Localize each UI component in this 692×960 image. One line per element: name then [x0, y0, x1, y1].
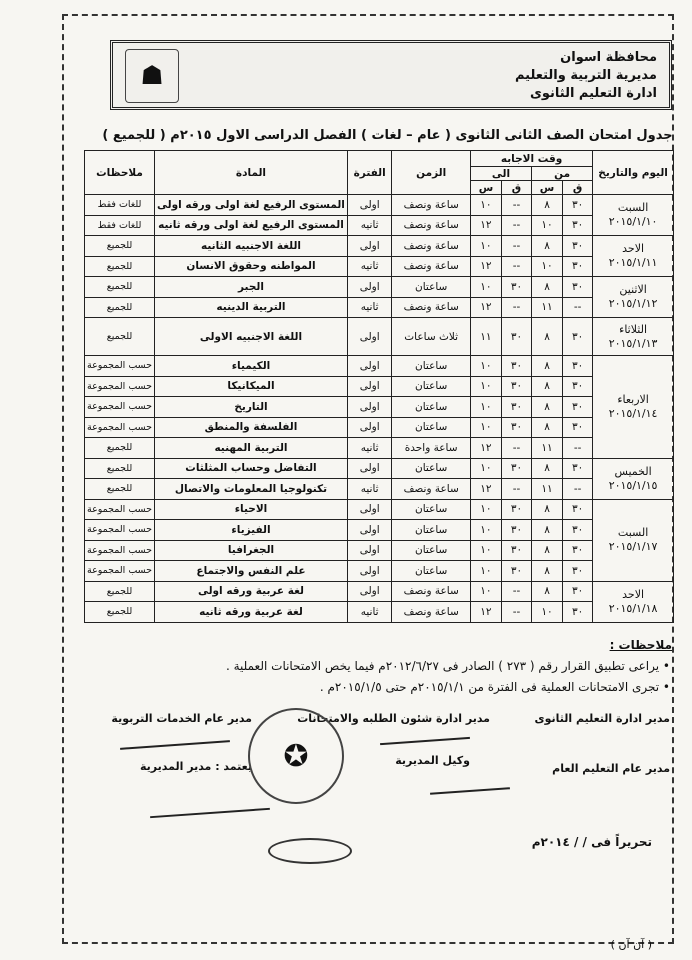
- col-duration: الزمن: [392, 151, 471, 195]
- from-q-cell: ٣٠: [563, 540, 593, 561]
- table-row: [85, 561, 674, 582]
- day-date: ٢٠١٥/١/١١: [608, 256, 658, 269]
- to-q-cell: ٣٠: [501, 277, 531, 298]
- from-s-cell: ٨: [532, 195, 563, 216]
- signature-general-education-gm: مدير عام التعليم العام: [552, 762, 670, 775]
- duration-cell: ساعتان: [392, 561, 471, 582]
- subject-cell: التفاضل وحساب المثلثات: [155, 458, 348, 479]
- note-cell: للجميع: [85, 318, 155, 356]
- period-cell: اولى: [347, 318, 391, 356]
- note-cell: للجميع: [85, 297, 155, 318]
- to-q-cell: --: [501, 581, 531, 602]
- duration-cell: ساعة ونصف: [392, 256, 471, 277]
- signature-approval: يعتمد : مدير المديرية: [140, 760, 252, 773]
- to-q-cell: --: [501, 297, 531, 318]
- table-row: [85, 397, 674, 418]
- note-cell: للجميع: [85, 256, 155, 277]
- duration-cell: ساعتان: [392, 540, 471, 561]
- note-cell: للجميع: [85, 581, 155, 602]
- subject-cell: التاريخ: [155, 397, 348, 418]
- to-s-cell: ١٠: [470, 417, 501, 438]
- oval-stamp-icon: [268, 838, 352, 864]
- period-cell: اولى: [347, 540, 391, 561]
- note-cell: حسب المجموعة: [85, 561, 155, 582]
- note-cell: للجميع: [85, 277, 155, 298]
- subject-cell: علم النفس والاجتماع: [155, 561, 348, 582]
- table-row: [85, 581, 674, 602]
- day-date: ٢٠١٥/١/١٢: [608, 297, 658, 310]
- from-s-cell: ٨: [532, 540, 563, 561]
- subject-cell: المستوى الرفيع لغة اولى ورقه ثانيه: [155, 215, 348, 236]
- page-marker: ( آن آن ): [610, 938, 652, 951]
- day-name: السبت: [617, 201, 649, 214]
- to-s-cell: ١٠: [470, 458, 501, 479]
- to-s-cell: ١٠: [470, 540, 501, 561]
- subject-cell: اللغة الاجنبيه الاولى: [155, 318, 348, 356]
- period-cell: اولى: [347, 236, 391, 257]
- from-s-cell: ٨: [532, 520, 563, 541]
- to-s-cell: ١٠: [470, 561, 501, 582]
- to-s-cell: ١٠: [470, 277, 501, 298]
- from-s-cell: ١٠: [532, 602, 563, 623]
- subject-cell: تكنولوجيا المعلومات والاتصال: [155, 479, 348, 500]
- col-to-q: ق: [501, 181, 531, 195]
- period-cell: اولى: [347, 458, 391, 479]
- note-cell: حسب المجموعة: [85, 520, 155, 541]
- to-q-cell: ٣٠: [501, 417, 531, 438]
- from-s-cell: ٨: [532, 458, 563, 479]
- signature-services-gm: مدير عام الخدمات التربوية: [111, 712, 252, 725]
- day-name: الثلاثاء: [619, 322, 648, 336]
- letterhead: [110, 40, 672, 110]
- note-item: • تجرى الامتحانات العملية فى الفترة من ٢٠١٥/١/١م حتى ٢٠١٥/١/٥م .: [319, 680, 670, 694]
- day-date: ٢٠١٥/١/١٨: [608, 601, 658, 615]
- col-period: الفترة: [347, 151, 391, 195]
- day-date: ٢٠١٥/١/١٧: [608, 540, 658, 553]
- note-cell: للجميع: [85, 602, 155, 623]
- day-name: الاحد: [622, 587, 645, 601]
- to-q-cell: ٣٠: [501, 376, 531, 397]
- period-cell: ثانيه: [347, 602, 391, 623]
- to-q-cell: ٣٠: [501, 561, 531, 582]
- from-q-cell: ٣٠: [563, 520, 593, 541]
- subject-cell: لغة عربية ورقه ثانيه: [155, 602, 348, 623]
- duration-cell: ساعتان: [392, 277, 471, 298]
- day-name: الاثنين: [619, 283, 647, 296]
- to-s-cell: ١٠: [470, 195, 501, 216]
- period-cell: ثانيه: [347, 297, 391, 318]
- table-row: [85, 499, 674, 520]
- note-cell: حسب المجموعة: [85, 417, 155, 438]
- period-cell: اولى: [347, 581, 391, 602]
- table-row: [85, 438, 674, 459]
- table-row: [85, 215, 674, 236]
- day-name: السبت: [617, 526, 649, 539]
- document-title: جدول امتحان الصف الثانى الثانوى ( عام – لغات ) الفصل الدراسى الاول ٢٠١٥م ( للجميع ): [102, 128, 673, 143]
- to-q-cell: ٣٠: [501, 540, 531, 561]
- note-cell: للجميع: [85, 236, 155, 257]
- period-cell: اولى: [347, 376, 391, 397]
- from-s-cell: ٨: [532, 356, 563, 377]
- notes-list: [70, 656, 670, 698]
- duration-cell: ساعة ونصف: [392, 195, 471, 216]
- from-q-cell: ٣٠: [563, 581, 593, 602]
- from-q-cell: ٣٠: [563, 256, 593, 277]
- governorate: محافظة اسوان: [560, 50, 657, 65]
- to-q-cell: --: [501, 236, 531, 257]
- to-q-cell: ٣٠: [501, 499, 531, 520]
- note-cell: للغات فقط: [85, 195, 155, 216]
- from-s-cell: ١١: [532, 479, 563, 500]
- duration-cell: ساعتان: [392, 499, 471, 520]
- from-s-cell: ٨: [532, 236, 563, 257]
- written-date: تحريراً فى / / ٢٠١٤م: [531, 835, 652, 849]
- from-s-cell: ٨: [532, 318, 563, 356]
- from-q-cell: ٣٠: [563, 417, 593, 438]
- day-cell: [593, 356, 674, 459]
- to-s-cell: ١٠: [470, 499, 501, 520]
- table-row: [85, 277, 674, 298]
- from-q-cell: --: [563, 438, 593, 459]
- from-q-cell: ٣٠: [563, 277, 593, 298]
- to-s-cell: ١٢: [470, 215, 501, 236]
- to-q-cell: ٣٠: [501, 397, 531, 418]
- note-cell: للجميع: [85, 479, 155, 500]
- table-row: [85, 318, 674, 356]
- table-row: [85, 540, 674, 561]
- subject-cell: الكيمياء: [155, 356, 348, 377]
- day-cell: [593, 499, 674, 581]
- directorate: مديرية التربية والتعليم: [514, 68, 657, 83]
- from-q-cell: ٣٠: [563, 215, 593, 236]
- note-cell: حسب المجموعة: [85, 540, 155, 561]
- period-cell: اولى: [347, 277, 391, 298]
- subject-cell: الفيزياء: [155, 520, 348, 541]
- administration: ادارة التعليم الثانوى: [529, 86, 657, 101]
- from-q-cell: ٣٠: [563, 356, 593, 377]
- from-s-cell: ٨: [532, 397, 563, 418]
- day-cell: [593, 195, 674, 236]
- day-cell: [593, 581, 674, 622]
- note-cell: حسب المجموعة: [85, 356, 155, 377]
- from-s-cell: ٨: [532, 581, 563, 602]
- col-to-s: س: [470, 181, 501, 195]
- period-cell: اولى: [347, 561, 391, 582]
- from-q-cell: ٣٠: [563, 397, 593, 418]
- from-s-cell: ٨: [532, 499, 563, 520]
- to-s-cell: ١٢: [470, 256, 501, 277]
- to-s-cell: ١٠: [470, 376, 501, 397]
- from-q-cell: ٣٠: [563, 376, 593, 397]
- to-s-cell: ١٠: [470, 520, 501, 541]
- duration-cell: ساعتان: [392, 417, 471, 438]
- from-q-cell: ٣٠: [563, 561, 593, 582]
- duration-cell: ساعتان: [392, 356, 471, 377]
- col-from-q: ق: [563, 181, 593, 195]
- to-q-cell: --: [501, 195, 531, 216]
- day-cell: [593, 458, 674, 499]
- note-item: • يراعى تطبيق القرار رقم ( ٢٧٣ ) الصادر فى ٢٠١٢/٦/٢٧م فيما يخص الامتحانات العملية .: [225, 659, 670, 673]
- period-cell: ثانيه: [347, 256, 391, 277]
- day-date: ٢٠١٥/١/١٤: [608, 406, 658, 420]
- duration-cell: ساعتان: [392, 520, 471, 541]
- day-date: ٢٠١٥/١/١٥: [608, 478, 658, 492]
- to-q-cell: ٣٠: [501, 356, 531, 377]
- table-row: [85, 520, 674, 541]
- duration-cell: ساعتان: [392, 458, 471, 479]
- to-q-cell: --: [501, 256, 531, 277]
- table-row: [85, 297, 674, 318]
- from-s-cell: ٨: [532, 376, 563, 397]
- official-seal-icon: ✪: [248, 708, 344, 804]
- to-q-cell: --: [501, 602, 531, 623]
- duration-cell: ساعتان: [392, 397, 471, 418]
- from-s-cell: ٨: [532, 417, 563, 438]
- to-q-cell: ٣٠: [501, 318, 531, 356]
- table-row: [85, 236, 674, 257]
- note-cell: حسب المجموعة: [85, 499, 155, 520]
- day-name: الخميس: [614, 464, 652, 478]
- subject-cell: لغة عربية ورقه اولى: [155, 581, 348, 602]
- to-q-cell: --: [501, 479, 531, 500]
- duration-cell: ساعة واحدة: [392, 438, 471, 459]
- duration-cell: ساعة ونصف: [392, 602, 471, 623]
- subject-cell: اللغة الاجنبيه الثانيه: [155, 236, 348, 257]
- subject-cell: الجغرافيا: [155, 540, 348, 561]
- subject-cell: الميكانيكا: [155, 376, 348, 397]
- subject-cell: التربية المهنيه: [155, 438, 348, 459]
- to-q-cell: --: [501, 215, 531, 236]
- col-day: اليوم والتاريخ: [593, 151, 674, 195]
- subject-cell: الاحياء: [155, 499, 348, 520]
- from-q-cell: ٣٠: [563, 499, 593, 520]
- period-cell: ثانيه: [347, 215, 391, 236]
- duration-cell: ساعة ونصف: [392, 297, 471, 318]
- from-s-cell: ١١: [532, 438, 563, 459]
- table-row: [85, 256, 674, 277]
- duration-cell: ساعتان: [392, 376, 471, 397]
- day-name: الاحد: [622, 242, 645, 255]
- from-s-cell: ١٠: [532, 215, 563, 236]
- table-row: [85, 356, 674, 377]
- note-cell: للجميع: [85, 438, 155, 459]
- from-s-cell: ٨: [532, 277, 563, 298]
- duration-cell: ساعة ونصف: [392, 581, 471, 602]
- table-row: [85, 195, 674, 216]
- day-cell: [593, 277, 674, 318]
- signature-deputy: وكيل المديرية: [395, 754, 470, 767]
- from-q-cell: ٣٠: [563, 236, 593, 257]
- to-s-cell: ١٢: [470, 479, 501, 500]
- note-cell: حسب المجموعة: [85, 397, 155, 418]
- table-row: [85, 602, 674, 623]
- from-q-cell: --: [563, 297, 593, 318]
- note-cell: حسب المجموعة: [85, 376, 155, 397]
- from-q-cell: ٣٠: [563, 318, 593, 356]
- from-q-cell: ٣٠: [563, 458, 593, 479]
- day-cell: [593, 236, 674, 277]
- day-date: ٢٠١٥/١/١٣: [608, 336, 658, 350]
- signature-secondary-director: مدير ادارة التعليم الثانوى: [534, 712, 670, 725]
- from-s-cell: ١٠: [532, 256, 563, 277]
- day-name: الاربعاء: [617, 392, 649, 406]
- subject-cell: التربية الدينيه: [155, 297, 348, 318]
- to-s-cell: ١٢: [470, 602, 501, 623]
- day-date: ٢٠١٥/١/١٠: [608, 215, 658, 228]
- day-cell: [593, 318, 674, 356]
- col-answer-time: وقت الاجابه: [470, 151, 592, 167]
- from-q-cell: ٣٠: [563, 602, 593, 623]
- period-cell: اولى: [347, 195, 391, 216]
- from-s-cell: ١١: [532, 297, 563, 318]
- col-to: الى: [470, 167, 531, 181]
- to-s-cell: ١١: [470, 318, 501, 356]
- subject-cell: الجبر: [155, 277, 348, 298]
- duration-cell: ثلاث ساعات: [392, 318, 471, 356]
- exam-schedule-table: [84, 150, 674, 623]
- subject-cell: المواطنه وحقوق الانسان: [155, 256, 348, 277]
- table-row: [85, 417, 674, 438]
- signature-students-director: مدير ادارة شئون الطلبه والامتحانات: [297, 712, 490, 725]
- table-row: [85, 479, 674, 500]
- to-s-cell: ١٢: [470, 297, 501, 318]
- table-row: [85, 458, 674, 479]
- period-cell: اولى: [347, 397, 391, 418]
- to-q-cell: ٣٠: [501, 458, 531, 479]
- from-s-cell: ٨: [532, 561, 563, 582]
- letterhead-text: [515, 49, 657, 103]
- to-q-cell: --: [501, 438, 531, 459]
- period-cell: ثانيه: [347, 479, 391, 500]
- subject-cell: المستوى الرفيع لغة اولى ورقه اولى: [155, 195, 348, 216]
- period-cell: ثانيه: [347, 438, 391, 459]
- period-cell: اولى: [347, 520, 391, 541]
- table-row: [85, 376, 674, 397]
- col-notes: ملاحظات: [85, 151, 155, 195]
- duration-cell: ساعة ونصف: [392, 236, 471, 257]
- duration-cell: ساعة ونصف: [392, 215, 471, 236]
- to-q-cell: ٣٠: [501, 520, 531, 541]
- period-cell: اولى: [347, 356, 391, 377]
- period-cell: اولى: [347, 499, 391, 520]
- col-from-s: س: [532, 181, 563, 195]
- col-from: من: [532, 167, 593, 181]
- note-cell: للجميع: [85, 458, 155, 479]
- notes-title: ملاحظات :: [609, 638, 672, 652]
- col-subject: المادة: [155, 151, 348, 195]
- from-q-cell: ٣٠: [563, 195, 593, 216]
- to-s-cell: ١٠: [470, 356, 501, 377]
- to-s-cell: ١٠: [470, 581, 501, 602]
- note-cell: للغات فقط: [85, 215, 155, 236]
- period-cell: اولى: [347, 417, 391, 438]
- to-s-cell: ١٢: [470, 438, 501, 459]
- from-q-cell: --: [563, 479, 593, 500]
- to-s-cell: ١٠: [470, 236, 501, 257]
- subject-cell: الفلسفة والمنطق: [155, 417, 348, 438]
- to-s-cell: ١٠: [470, 397, 501, 418]
- ministry-logo-icon: ☗: [125, 49, 179, 103]
- duration-cell: ساعة ونصف: [392, 479, 471, 500]
